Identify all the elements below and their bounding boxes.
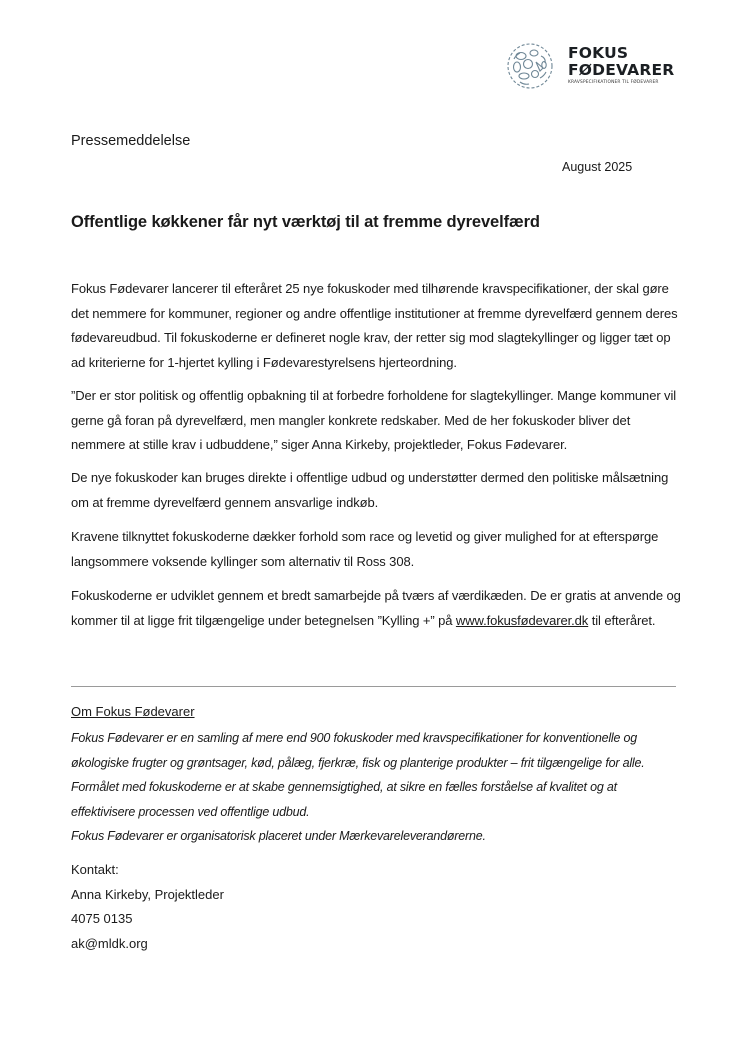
paragraph-5-text-before: Fokuskoderne er udviklet gennem et bredt samarbejde på tværs af værdikæden. De er gratis at anvende og kommer til at ligge frit tilgængelige under betegnelsen ”Kylling +” på bbox=[71, 588, 681, 628]
contact-phone: 4075 0135 bbox=[71, 911, 133, 926]
logo-line-2: FØDEVARER bbox=[568, 60, 675, 79]
contact-label: Kontakt: bbox=[71, 862, 119, 877]
headline: Offentlige køkkener får nyt værktøj til at fremme dyrevelfærd bbox=[71, 213, 540, 231]
logo-wordmark bbox=[568, 46, 674, 85]
about-text bbox=[71, 726, 691, 849]
body-paragraph-2-quote: ”Der er stor politisk og offentlig opbakning til at forbedre forholdene for slagtekyllinger. Mange kommuner vil gerne gå foran på dyrevelfærd, men mangler konkrete redskaber. Med de her fokuskoder bliver det nemmere at stille krav i udbuddene,” siger Anna Kirkeby, projektleder, Fokus Fødevarer. bbox=[71, 388, 677, 452]
about-heading: Om Fokus Fødevarer bbox=[71, 704, 195, 719]
body-paragraph-4: Kravene tilknyttet fokuskoderne dækker forhold som race og levetid og giver mulighed for at efterspørge langsommere voksende kyllinger som alternativ til Ross 308. bbox=[71, 529, 659, 569]
about-line: Fokus Fødevarer er en samling af mere end 900 fokuskoder med kravspecifikationer for konventionelle og bbox=[71, 731, 638, 745]
contact-email: ak@mldk.org bbox=[71, 935, 148, 951]
section-divider bbox=[71, 686, 676, 687]
about-line: Fokus Fødevarer er organisatorisk placeret under Mærkevareleverandørerne. bbox=[71, 829, 486, 843]
body-paragraph-3: De nye fokuskoder kan bruges direkte i offentlige udbud og understøtter dermed den politiske målsætning om at fremme dyrevelfærd gennem ansvarlige indkøb. bbox=[71, 470, 669, 510]
about-line: effektivisere processen ved offentlige udbud. bbox=[71, 804, 310, 819]
body-paragraph-1: Fokus Fødevarer lancerer til efteråret 25 nye fokuskoder med tilhørende kravspecifikationer, der skal gøre det nemmere for kommuner, regioner og andre offentlige institutioner at fremme dyrevelfærd gennem deres fødevareudbud. Til fokuskoderne er defineret nogle krav, der retter sig mod slagtekyllinger og ligger tæt op ad kriterierne for 1-hjertet kylling i Fødevarestyrelsens hjerteordning. bbox=[71, 281, 678, 370]
body-paragraph-5 bbox=[71, 584, 681, 633]
fokus-fodevarer-logo bbox=[506, 40, 675, 92]
food-illustration-circle-icon bbox=[506, 42, 554, 90]
logo-line-1: FOKUS bbox=[568, 44, 629, 63]
document-date: August 2025 bbox=[562, 160, 633, 174]
document-type: Pressemeddelelse bbox=[71, 133, 191, 149]
logo-tagline: KRAVSPECIFIKATIONER TIL FØDEVARER bbox=[568, 80, 659, 86]
about-line: økologiske frugter og grøntsager, kød, pålæg, fjerkræ, fisk og planterige produkter – frit tilgængelige for alle. bbox=[71, 755, 645, 770]
website-link[interactable]: www.fokusfødevarer.dk bbox=[455, 612, 589, 628]
about-line: Formålet med fokuskoderne er at skabe gennemsigtighed, at sikre en fælles forståelse af kvalitet og at bbox=[71, 780, 617, 794]
contact-block bbox=[71, 858, 224, 956]
contact-name: Anna Kirkeby, Projektleder bbox=[71, 886, 224, 902]
paragraph-5-text-after: til efteråret. bbox=[588, 612, 656, 628]
